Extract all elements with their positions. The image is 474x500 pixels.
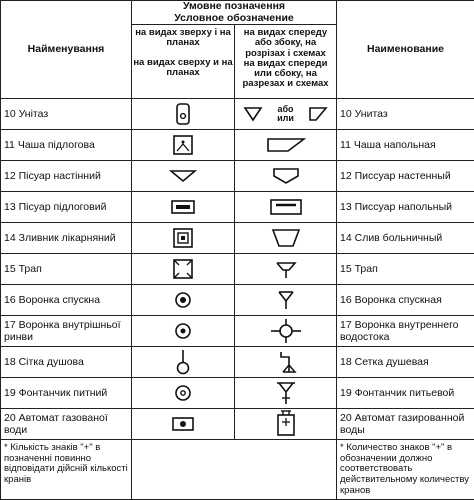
row-name-ua: 11 Чаша підлогова: [1, 130, 132, 161]
gutter-funnel-front-icon: [269, 318, 303, 344]
shower-head-front-icon: [275, 349, 297, 375]
table-row: [1, 192, 474, 223]
row-name-ua: 14 Зливник лікарняний: [1, 223, 132, 254]
row-name-ru: 20 Автомат газированной воды: [337, 409, 474, 440]
table-row: [1, 347, 474, 378]
note-ua: * Кількість знаків "+" в позначенні повинно відповідати дійсній кількості кранів: [1, 440, 132, 500]
floor-trap-front-icon: [274, 258, 298, 280]
drain-funnel-front-icon: [276, 289, 296, 311]
table-row: [1, 409, 474, 440]
row-name-ru: 15 Трап: [337, 254, 474, 285]
header-top-view-ua: на видах зверху і на планах: [132, 28, 234, 49]
header-symbol: [132, 1, 337, 25]
table-row: [1, 99, 474, 130]
row-name-ua: 17 Воронка внутрішньої ринви: [1, 316, 132, 347]
row-name-ru: 12 Писсуар настенный: [337, 161, 474, 192]
row-name-ua: 20 Автомат газованої води: [1, 409, 132, 440]
row-name-ua: 16 Воронка спускна: [1, 285, 132, 316]
header-front-view-ru: на видах спереди или сбоку, на разрезах и схемах: [235, 59, 336, 90]
row-name-ua: 19 Фонтанчик питний: [1, 378, 132, 409]
or-label: або или: [275, 105, 297, 123]
row-name-ua: 13 Пісуар підлоговий: [1, 192, 132, 223]
header-top-view: [132, 25, 235, 99]
table-row: [1, 285, 474, 316]
notes-row: [1, 440, 474, 500]
wall-urinal-top-icon: [169, 168, 197, 184]
gutter-funnel-top-icon: [174, 322, 192, 340]
soda-machine-top-icon: [171, 416, 195, 432]
table-row: [1, 378, 474, 409]
header-top-view-ru: на видах сверху и на планах: [132, 58, 234, 79]
floor-trap-top-icon: [171, 257, 195, 281]
shower-head-top-icon: [175, 349, 191, 375]
header-symbol-ua: Умовне позначення: [132, 1, 336, 13]
row-name-ua: 15 Трап: [1, 254, 132, 285]
floor-bowl-top-icon: [172, 134, 194, 156]
row-name-ru: 13 Писсуар напольный: [337, 192, 474, 223]
row-name-ru: 11 Чаша напольная: [337, 130, 474, 161]
row-name-ua: 18 Сітка душова: [1, 347, 132, 378]
drinking-fountain-front-icon: [274, 380, 298, 406]
table-row: [1, 130, 474, 161]
row-name-ua: 10 Унітаз: [1, 99, 132, 130]
header-front-view: [235, 25, 337, 99]
hospital-drain-top-icon: [172, 227, 194, 249]
table-row: [1, 254, 474, 285]
toilet-front-icon: [243, 105, 263, 123]
row-name-ru: 10 Унитаз: [337, 99, 474, 130]
floor-bowl-front-icon: [266, 136, 306, 154]
header-ru-name: Наименование: [337, 1, 474, 99]
floor-urinal-front-icon: [269, 197, 303, 217]
notes-empty-cell: [132, 440, 337, 500]
hospital-drain-front-icon: [271, 227, 301, 249]
row-name-ru: 17 Воронка внутреннего водостока: [337, 316, 474, 347]
drinking-fountain-top-icon: [174, 384, 192, 402]
row-name-ru: 16 Воронка спускная: [337, 285, 474, 316]
note-ru: * Количество знаков "+" в обозначении должно соответствовать действительному количеству кранов: [337, 440, 474, 500]
row-name-ru: 19 Фонтанчик питьевой: [337, 378, 474, 409]
toilet-top-icon: [173, 102, 193, 126]
toilet-front-alt-icon: [308, 105, 328, 123]
table-row: [1, 223, 474, 254]
soda-machine-front-icon: [275, 410, 297, 438]
table-row: [1, 316, 474, 347]
header-symbol-ru: Условное обозначение: [132, 13, 336, 25]
table-row: [1, 161, 474, 192]
wall-urinal-front-icon: [272, 166, 300, 186]
header-ua-name: Найменування: [1, 1, 132, 99]
drain-funnel-top-icon: [174, 291, 192, 309]
floor-urinal-top-icon: [170, 198, 196, 216]
header-front-view-ua: на видах спереду або збоку, на розрізах і схемах: [235, 28, 336, 59]
row-name-ua: 12 Пісуар настінний: [1, 161, 132, 192]
row-name-ru: 14 Слив больничный: [337, 223, 474, 254]
row-name-ru: 18 Сетка душевая: [337, 347, 474, 378]
